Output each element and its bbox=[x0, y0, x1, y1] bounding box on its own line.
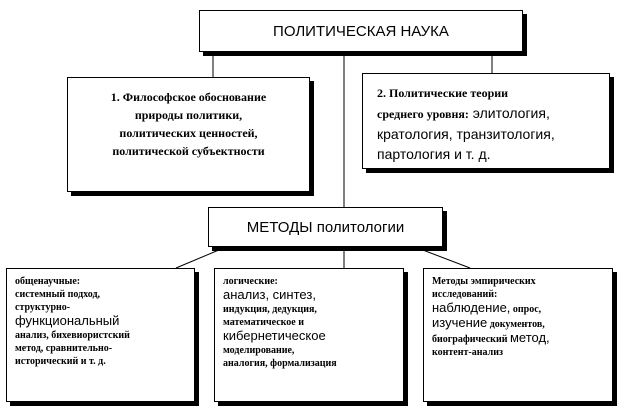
connector-methods-to-general bbox=[176, 247, 226, 268]
logical-line: анализ, синтез, bbox=[223, 287, 316, 302]
block2-lead: 2. Политические теории bbox=[377, 86, 509, 100]
empirical-methods-box bbox=[423, 268, 613, 402]
general-line: исторический и т. д. bbox=[15, 356, 106, 367]
general-line: анализ, бихевиористский bbox=[15, 330, 130, 341]
political-science-title-box bbox=[199, 10, 523, 52]
block2-text: элитология, bbox=[472, 105, 550, 121]
logical-line: кибернетическое bbox=[223, 328, 326, 343]
empirical-heading: исследований: bbox=[432, 289, 498, 300]
methods-box bbox=[208, 207, 443, 247]
general-line: системный подход, bbox=[15, 289, 101, 300]
middle-range-theories-box bbox=[362, 73, 610, 169]
empirical-line: изучение bbox=[432, 315, 488, 330]
block2-text: кратология, транзитология, bbox=[377, 126, 555, 142]
general-line: функциональный bbox=[15, 313, 120, 328]
connector-methods-to-empirical bbox=[415, 247, 470, 268]
empirical-heading: Методы эмпирических bbox=[432, 276, 536, 287]
empirical-line: биографический bbox=[432, 334, 508, 345]
philosophical-basis-box bbox=[67, 77, 310, 192]
block2-lead: среднего уровня: bbox=[377, 107, 469, 121]
block1-line: природы политики, bbox=[134, 108, 243, 122]
logical-line: индукция, дедукция, bbox=[223, 304, 317, 315]
block1-line: политических ценностей, bbox=[119, 126, 258, 140]
logical-heading: логические: bbox=[223, 276, 278, 287]
block1-line: политической субъектности bbox=[112, 144, 265, 158]
methods-text: МЕТОДЫ политологии bbox=[246, 218, 405, 236]
empirical-line: метод, bbox=[509, 330, 550, 345]
empirical-line: документов, bbox=[489, 319, 545, 330]
block1-line: 1. Философское обоснование bbox=[110, 90, 267, 104]
title-text: ПОЛИТИЧЕСКАЯ НАУКА bbox=[273, 22, 449, 40]
general-heading: общенаучные: bbox=[15, 276, 81, 287]
general-line: структурно- bbox=[15, 302, 71, 313]
empirical-line: опрос, bbox=[512, 304, 542, 315]
empirical-line: контент-анализ bbox=[432, 347, 503, 358]
logical-line: математическое и bbox=[223, 317, 304, 328]
logical-line: аналогия, формализация bbox=[223, 358, 337, 369]
logical-line: моделирование, bbox=[223, 345, 295, 356]
block2-text: партология и т. д. bbox=[377, 146, 491, 162]
logical-methods-box bbox=[214, 268, 404, 402]
general-line: метод, сравнительно- bbox=[15, 343, 113, 354]
general-scientific-methods-box bbox=[6, 268, 195, 402]
empirical-line: наблюдение, bbox=[432, 300, 511, 315]
